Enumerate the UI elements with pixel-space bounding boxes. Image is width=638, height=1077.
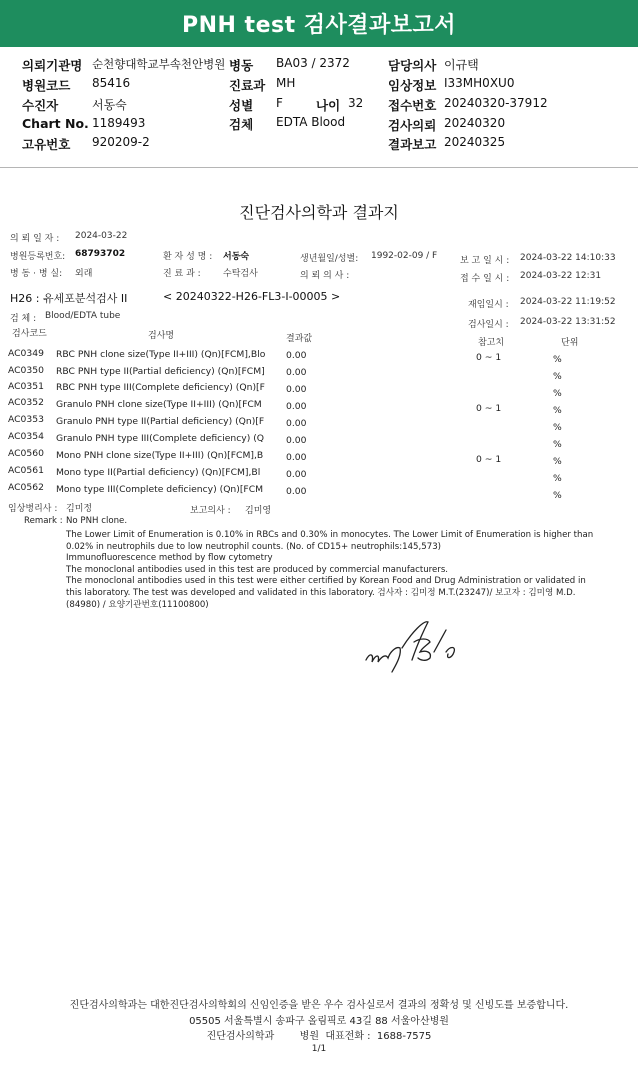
col-unit: 단위 [561,338,579,348]
row-name: RBC PNH type II(Partial deficiency) (Qn)[FCM] [56,366,265,377]
row-code: AC0350 [8,365,44,376]
page-number: 1/1 [311,1044,327,1054]
row-result: 0.00 [286,452,307,463]
label-report-date: 결과보고 [388,137,437,152]
row-result: 0.00 [286,367,307,378]
row-unit: % [553,439,562,450]
row-result: 0.00 [286,384,307,395]
value-age: 32 [348,96,364,110]
label-ward: 병동 [229,58,254,73]
value-request-date: 20240320 [444,116,506,130]
handwritten-signature [362,612,462,677]
request-date: 2024-03-22 [75,231,128,241]
row-code: AC0562 [8,482,44,493]
patient-reg-no: 68793702 [75,249,126,259]
row-result: 0.00 [286,418,307,429]
row-ref: 0 ~ 1 [476,352,502,363]
value-physician: 이규택 [444,58,479,72]
value-institution: 순천향대학교부속천안병원 [92,57,226,71]
dob-label: 생년월일/성별: [300,254,359,264]
report-title: PNH test 검사결과보고서 [181,13,457,38]
row-ref: 0 ~ 1 [476,454,502,465]
remark-line: The monoclonal antibodies used in this test are produced by commercial manufacturers. [66,564,449,575]
row-code: AC0560 [8,448,44,459]
row-name: RBC PNH clone size(Type II+III) (Qn)[FCM],Blo [56,349,266,360]
dept-label: 진 료 과 : [163,269,201,279]
value-clinical-info: I33MH0XU0 [444,76,515,90]
label-specimen: 검체 [229,117,254,132]
doctor-label: 의 뢰 의 사 : [300,271,350,281]
remark-first: No PNH clone. [66,516,128,526]
remark-line: The Lower Limit of Enumeration is 0.10% in RBCs and 0.30% in monocytes. The Lower Limit of Enumeration is higher than [66,530,594,540]
row-result: 0.00 [286,469,307,480]
label-clinical-info: 임상정보 [388,78,437,93]
receipt-time: 2024-03-22 12:31 [520,271,602,281]
col-ref: 참고치 [478,338,505,348]
label-age: 나이 [316,98,341,113]
remark-line: 0.02% in neutrophils due to low neutrophil counts. (No. of CD15+ neutrophils:145,573) [66,541,442,552]
ward-label: 병 동 · 병 실: [10,269,63,279]
row-name: RBC PNH type III(Complete deficiency) (Qn)[F [56,382,265,393]
report-title-bar [0,0,638,47]
value-sex: F [276,96,283,110]
label-physician: 담당의사 [388,58,437,73]
value-unique-no: 920209-2 [92,135,150,149]
value-report-date: 20240325 [444,135,506,149]
recheck-time: 2024-03-22 11:19:52 [520,297,616,307]
label-hospital-code: 병원코드 [22,78,71,93]
row-unit: % [553,456,562,467]
row-result: 0.00 [286,401,307,412]
remark-line: this laboratory. The test was developed and validated in this laboratory. 검사자 : 김미정 M.T.(23247)/ 보고자 : 김미영 M.D. [66,587,576,598]
row-unit: % [553,354,562,365]
reporter-label: 보고의사 : [190,506,231,516]
patient-reg-label: 병원등록번호: [10,252,66,262]
patient-name-label: 환 자 성 명 : [163,252,213,262]
col-name: 검사명 [148,331,175,341]
row-code: AC0353 [8,414,44,425]
header-info [0,47,638,168]
order-number: < 20240322-H26-FL3-I-00005 > [163,290,341,303]
row-unit: % [553,388,562,399]
row-name: Granulo PNH clone size(Type II+III) (Qn)[FCM [56,399,262,410]
value-department: MH [276,76,296,90]
row-name: Mono type II(Partial deficiency) (Qn)[FCM],Bl [56,467,261,478]
row-name: Granulo PNH type III(Complete deficiency) (Q [56,433,265,444]
value-ward: BA03 / 2372 [276,56,350,70]
row-code: AC0349 [8,348,44,359]
row-unit: % [553,371,562,382]
test-group: H26 : 유세포분석검사 II [10,292,128,305]
value-specimen: EDTA Blood [276,115,346,129]
remark-label: Remark : [24,516,63,526]
test-time: 2024-03-22 13:31:52 [520,317,616,327]
value-receipt-no: 20240320-37912 [444,96,548,110]
patient-name: 서동숙 [223,252,250,262]
row-name: Mono type III(Complete deficiency) (Qn)[FCM [56,484,264,495]
col-code: 검사코드 [12,329,47,339]
value-chart-no: 1189493 [92,116,146,130]
document-title: 진단검사의학과 결과지 [239,203,399,222]
row-code: AC0354 [8,431,44,442]
row-ref: 0 ~ 1 [476,403,502,414]
footer-address: 05505 서울특별시 송파구 올림픽로 43길 88 서울아산병원 [189,1016,449,1027]
row-unit: % [553,473,562,484]
row-name: Mono PNH clone size(Type II+III) (Qn)[FCM],B [56,450,264,461]
label-receipt-no: 접수번호 [388,98,437,113]
remark-body [66,530,618,611]
label-chart-no: Chart No. [22,116,89,131]
pathologist-label: 임상병리사 : [8,504,58,514]
receipt-time-label: 접 수 일 시 : [460,274,510,284]
reporter-name: 김미영 [245,506,272,516]
row-name: Granulo PNH type II(Partial deficiency) (Qn)[F [56,416,265,427]
row-unit: % [553,405,562,416]
col-result: 결과값 [286,334,313,344]
value-collector: 서동숙 [92,98,127,112]
remark-line: Immunofluorescence method by flow cytometry [66,553,273,564]
label-request-date: 검사의뢰 [388,118,437,133]
request-date-label: 의 뢰 일 자 : [10,234,60,244]
remark-line: (84980) / 요양기관번호(11100800) [66,599,209,610]
recheck-time-label: 재임일시 : [468,300,509,310]
row-result: 0.00 [286,350,307,361]
pathologist-name: 김미정 [66,504,93,514]
test-time-label: 검사일시 : [468,320,509,330]
specimen-label: 검 체 : [10,314,37,324]
report-time: 2024-03-22 14:10:33 [520,253,616,263]
label-sex: 성별 [229,98,254,113]
value-hospital-code: 85416 [92,76,131,90]
ward-value: 외래 [75,269,93,279]
row-result: 0.00 [286,435,307,446]
row-code: AC0351 [8,381,44,392]
report-time-label: 보 고 일 시 : [460,256,510,266]
footer-certification: 진단검사의학과는 대한진단검사의학회의 신임인증을 받은 우수 검사실로서 결과의 정확성 및 신빙도를 보증합니다. [69,1000,569,1011]
label-collector: 수진자 [22,98,59,113]
dept-value: 수탁검사 [223,269,258,279]
label-department: 진료과 [229,78,266,93]
dob-value: 1992-02-09 / F [371,251,438,261]
footer-contact: 진단검사의학과 병원 대표전화 : 1688-7575 [206,1031,432,1042]
row-result: 0.00 [286,486,307,497]
row-unit: % [553,422,562,433]
remark-line: The monoclonal antibodies used in this test were either certified by Korean Food and Drug Administration or validated in [66,576,586,587]
specimen-value: Blood/EDTA tube [45,311,121,321]
label-institution: 의뢰기관명 [22,58,83,73]
label-unique-no: 고유번호 [22,137,71,152]
row-code: AC0561 [8,465,44,476]
row-unit: % [553,490,562,501]
row-code: AC0352 [8,397,44,408]
